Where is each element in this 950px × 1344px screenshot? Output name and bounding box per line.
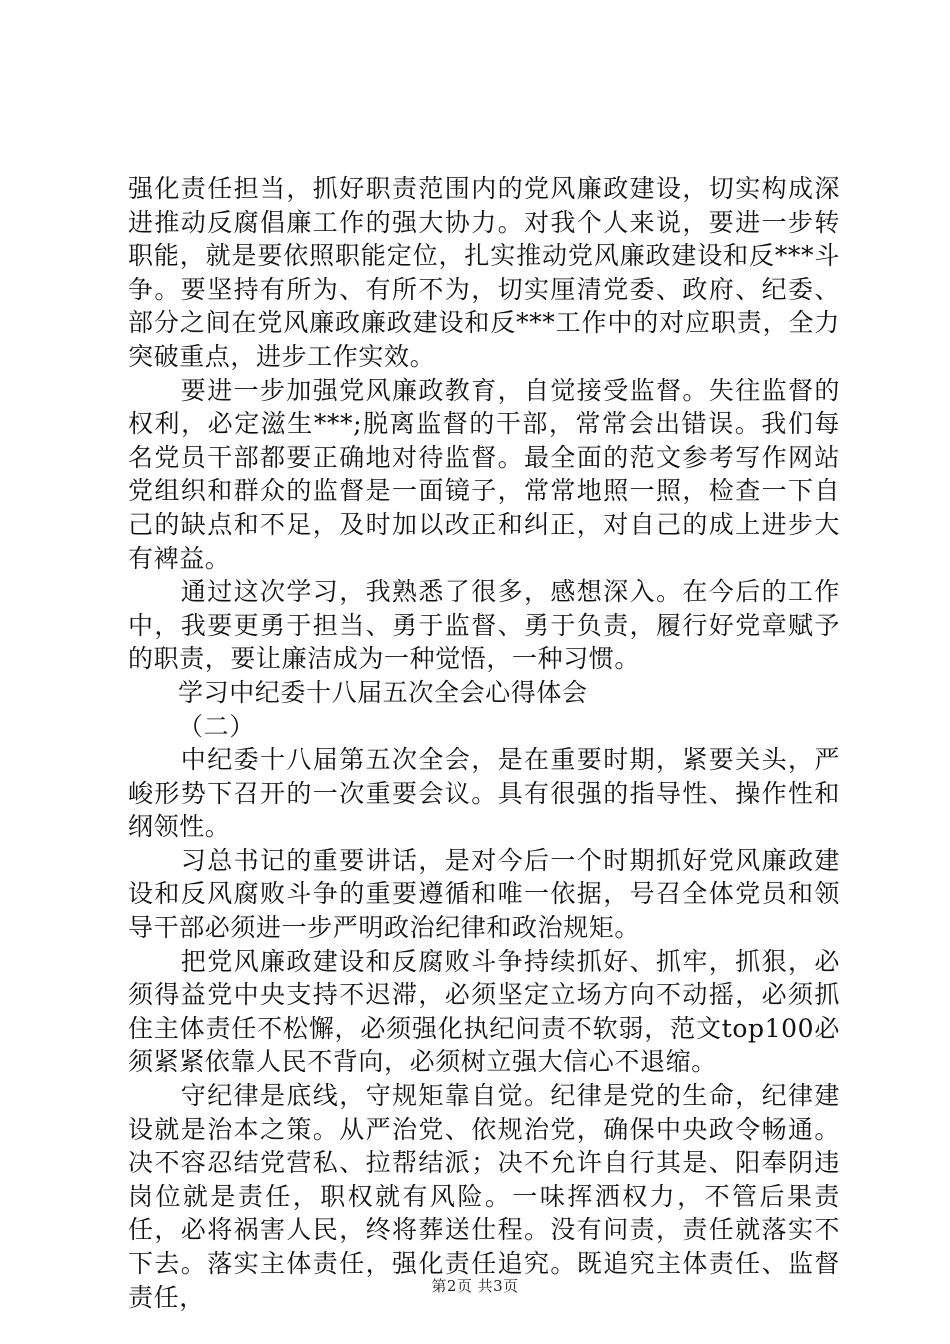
page-number: 第2页 共3页 [431, 1277, 519, 1295]
paragraph-3: 通过这次学习，我熟悉了很多，感想深入。在今后的工作中，我要更勇于担当、勇于监督、勇于负责，履行好党章赋予的职责，要让廉洁成为一种觉悟，一种习惯。 [128, 577, 840, 674]
paragraph-1: 强化责任担当，抓好职责范围内的党风廉政建设，切实构成深进推动反腐倡廉工作的强大协力。对我个人来说，要进一步转职能，就是要依照职能定位，扎实推动党风廉政建设和反***斗争。要坚持有所为、有所不为，切实厘清党委、政府、纪委、部分之间在党风廉政廉政建设和反***工作中的对应职责，全力突破重点，进步工作实效。 [128, 174, 840, 371]
paragraph-7: 守纪律是底线，守规矩靠自觉。纪律是党的生命，纪律建设就是治本之策。从严治党、依规治党，确保中央政令畅通。决不容忍结党营私、拉帮结派；决不允许自行其是、阳奉阴违岗位就是责任，职权就有风险。一味挥洒权力，不管后果责任，必将祸害人民，终将葬送仕程。没有问责，责任就落实不下去。落实主体责任，强化责任追究。既追究主体责任、监督责任， [128, 1081, 840, 1312]
section-heading: 学习中纪委十八届五次全会心得体会 [178, 677, 588, 707]
page-footer [0, 1276, 950, 1296]
paragraph-5: 习总书记的重要讲话，是对今后一个时期抓好党风廉政建设和反风腐败斗争的重要遵循和唯一依据，号召全体党员和领导干部必须进一步严明政治纪律和政治规矩。 [128, 845, 840, 943]
paragraph-4: 中纪委十八届第五次全会，是在重要时期，紧要关头，严峻形势下召开的一次重要会议。具有很强的指导性、操作性和纲领性。 [128, 745, 840, 842]
paragraph-2: 要进一步加强党风廉政教育，自觉接受监督。失往监督的权利，必定滋生***;脱离监督的干部，常常会出错误。我们每名党员干部都要正确地对待监督。最全面的范文参考写作网站党组织和群众的监督是一面镜子，常常地照一照，检查一下自己的缺点和不足，及时加以改正和纠正，对自己的成上进步大有裨益。 [128, 375, 840, 573]
section-subheading: （二） [178, 711, 255, 741]
paragraph-6: 把党风廉政建设和反腐败斗争持续抓好、抓牢，抓狠，必须得益党中央支持不迟滞，必须坚定立场方向不动摇，必须抓住主体责任不松懈，必须强化执纪问责不软弱，范文top100必须紧紧依靠人民不背向，必须树立强大信心不退缩。 [128, 946, 840, 1077]
document-body [128, 172, 840, 1314]
